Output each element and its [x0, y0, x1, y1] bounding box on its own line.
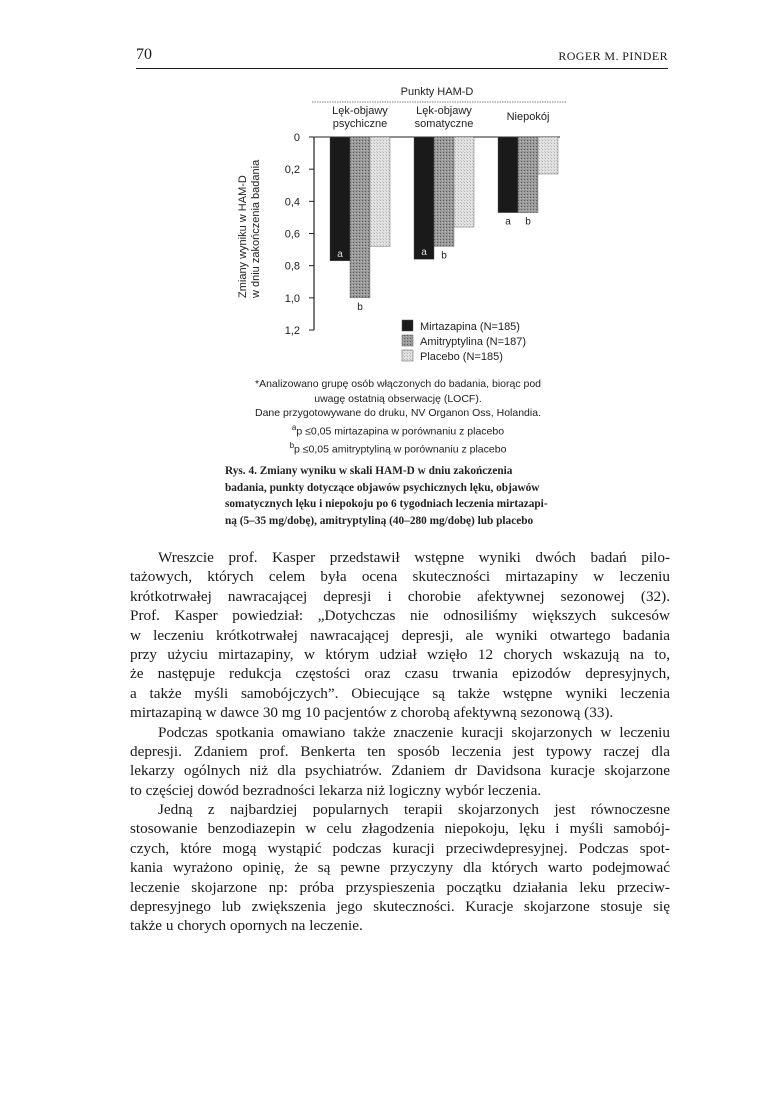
- bar-mirtazapina: [414, 137, 434, 259]
- y-axis-label-line-2: w dniu zakończenia badania: [250, 159, 262, 298]
- footnote-4: $^a$p ≤0,05 mirtazapina w porównaniu z placebo: [291, 422, 505, 438]
- body-line: Podczas spotkania omawiano także znaczenie kuracji skojarzonych w leczeniu: [158, 723, 670, 741]
- body-line: a także myśli samobójczych”. Obiecujące są także wstępne wyniki leczenia: [130, 684, 670, 702]
- legend: [402, 320, 526, 363]
- bars: [330, 137, 558, 298]
- body-line: Wreszcie prof. Kasper przedstawił wstępne wyniki dwóch badań pilo-: [158, 549, 670, 566]
- bar-placebo: [538, 137, 558, 174]
- annotation-a: a: [337, 248, 343, 260]
- bar-placebo: [454, 137, 474, 227]
- running-head: ROGER M. PINDER: [558, 49, 668, 63]
- caption-line: badania, punkty dotyczące objawów psychicznych lęku, objawów: [225, 481, 540, 494]
- legend-label: Placebo (N=185): [420, 351, 503, 363]
- bar-amitryptylina: [434, 137, 454, 246]
- y-tick-label: 0,6: [284, 228, 300, 241]
- body-line: Jedną z najbardziej popularnych terapii skojarzonych jest równoczesne: [158, 801, 670, 819]
- y-tick-label: 1,0: [284, 292, 300, 305]
- y-tick-label: 0,2: [284, 164, 300, 177]
- y-tick-label: 0,4: [284, 196, 300, 209]
- bar-amitryptylina: [518, 137, 538, 213]
- bar-placebo: [370, 137, 390, 246]
- body-text: [130, 548, 670, 936]
- legend-swatch: [402, 350, 413, 361]
- body-line: stosowanie benzodiazepin w celu złagodzenia niepokoju, lęku i myśli samobój-: [130, 820, 670, 838]
- y-tick-label: 0,8: [284, 260, 300, 273]
- group-label: Niepokój: [506, 111, 550, 123]
- annotation-b: b: [525, 216, 531, 228]
- bar-mirtazapina: [498, 137, 518, 213]
- header-rule: [136, 68, 668, 69]
- chart-title: Punkty HAM-D: [400, 86, 474, 98]
- body-line: czych, które mogą wystąpić podczas kuracji przeciwdepresyjnej. Podczas spot-: [130, 839, 670, 857]
- page-number: 70: [136, 46, 152, 63]
- group-label: Lęk-objawy: [416, 105, 472, 117]
- body-line: krótkotrwałej nawracającej depresji i chorobie afektywnej sezonowej (32).: [130, 587, 670, 605]
- body-line: lekarzy ogólnych niż dla psychiatrów. Zdaniem dr Davidsona kuracje skojarzone: [130, 762, 670, 780]
- y-tick-label: 0: [293, 132, 300, 144]
- group-labels: [332, 105, 549, 130]
- footnote-2: uwagę ostatnią obserwację (LOCF).: [314, 392, 482, 405]
- group-label: somatyczne: [414, 118, 474, 130]
- caption-line: ną (5–35 mg/dobę), amitryptyliną (40–280 mg/dobę) lub placebo: [225, 514, 534, 527]
- ham-d-bar-chart: [230, 80, 580, 376]
- annotation-b: b: [441, 250, 447, 262]
- y-axis-label-line-1: Zmiany wyniku w HAM-D: [237, 175, 249, 298]
- body-line: że następuje redukcja częstości oraz czasu trwania epizodów depresyjnych,: [130, 665, 670, 683]
- body-line: mirtazapiną w dawce 30 mg 10 pacjentów z chorobą afektywną sezonową (33).: [130, 704, 614, 722]
- body-line: depresji. Zdaniem prof. Benkerta ten sposób leczenia jest typowy raczej dla: [130, 742, 670, 760]
- body-line: kania wyrażono opinię, że są pewne przyczyny dla których warto podejmować: [130, 859, 670, 877]
- caption-line: somatycznych lęku i niepokoju po 6 tygodniach leczenia mirtazapi-: [225, 498, 548, 510]
- body-line: także u chorych opornych na leczenie.: [130, 917, 363, 935]
- annotation-a: a: [505, 216, 511, 228]
- page-header: [136, 46, 668, 68]
- footnote-marker: b: [289, 440, 295, 450]
- body-line: depresyjnego lub zwiększenia jego skuteczności. Kuracje skojarzone stosuje się: [130, 898, 670, 916]
- bar-mirtazapina: [330, 137, 350, 261]
- body-line: Prof. Kasper powiedział: „Dotychczas nie odnosiliśmy większych sukcesów: [130, 607, 670, 625]
- group-label: psychiczne: [332, 118, 388, 130]
- legend-label: Amitryptylina (N=187): [420, 336, 527, 348]
- chart-footnotes: [225, 377, 571, 457]
- figure-caption: [225, 463, 571, 529]
- body-line: tażowych, których celem była ocena skuteczności mirtazapiny w leczeniu: [130, 568, 670, 586]
- footnote-5: $^b$p ≤0,05 amitryptyliną w porównaniu z placebo: [289, 440, 507, 456]
- body-line: w leczeniu krótkotrwałej nawracającej depresji, ale wyniki otwartego badania: [130, 626, 670, 644]
- legend-swatch: [402, 335, 413, 346]
- bar-amitryptylina: [350, 137, 370, 298]
- footnote-3: Dane przygotowywane do druku, NV Organon Oss, Holandia.: [255, 407, 541, 420]
- legend-label: Mirtazapina (N=185): [420, 321, 520, 333]
- annotation-b: b: [357, 301, 363, 313]
- caption-line: Rys. 4. Zmiany wyniku w skali HAM-D w dniu zakończenia: [225, 465, 513, 477]
- body-line: leczenie skojarzone np: próba przyspieszenia początku działania leku przeciw-: [130, 878, 670, 896]
- footnote-marker: a: [291, 422, 297, 432]
- group-label: Lęk-objawy: [332, 105, 388, 117]
- y-tick-label: 1,2: [284, 325, 300, 337]
- body-line: przy użyciu mirtazapiny, w którym udział wzięło 12 chorych wskazują na to,: [130, 645, 670, 663]
- annotation-a: a: [421, 247, 427, 259]
- footnote-1: *Analizowano grupę osób włączonych do badania, biorąc pod: [254, 378, 542, 390]
- body-line: to częściej dowód bezradności lekarza niż logiczny wybór leczenia.: [130, 781, 542, 799]
- legend-swatch: [402, 320, 413, 331]
